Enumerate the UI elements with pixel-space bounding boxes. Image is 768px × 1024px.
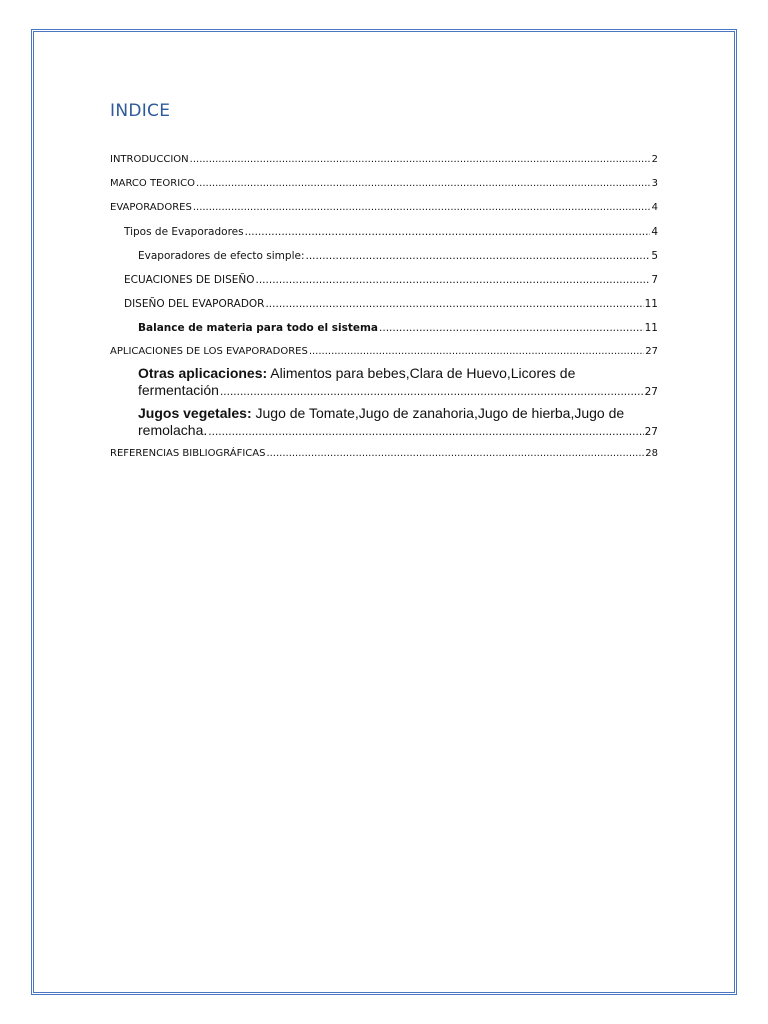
toc-entry-label: EVAPORADORES — [110, 202, 192, 213]
toc-entry-tipos-de-evaporadores[interactable] — [124, 226, 658, 238]
toc-entry-label-line2: fermentación — [138, 382, 219, 398]
toc-entry-page: 2 — [651, 154, 658, 165]
dot-leader — [245, 226, 651, 238]
toc-entry-marco-teorico[interactable] — [110, 178, 658, 189]
toc-entry-label-bold: Jugos vegetales: — [138, 405, 252, 421]
toc-entry-jugos-vegetales[interactable] — [138, 405, 658, 441]
toc-entry-aplicaciones[interactable] — [110, 346, 658, 357]
toc-entry-label: APLICACIONES DE LOS EVAPORADORES — [110, 346, 308, 357]
toc-entry-page: 11 — [644, 322, 658, 334]
toc-entry-page: 4 — [651, 226, 658, 238]
toc-entry-label-rest: Jugo de Tomate,Jugo de zanahoria,Jugo de hierba,Jugo de — [251, 405, 625, 421]
toc-entry-label-rest: Alimentos para bebes,Clara de Huevo,Licores de — [267, 365, 576, 381]
toc-entry-ecuaciones-de-diseno[interactable] — [124, 274, 658, 286]
toc-entry-referencias[interactable] — [110, 448, 658, 459]
toc-entry-page: 3 — [651, 178, 658, 189]
toc-entry-label: Evaporadores de efecto simple: — [138, 250, 305, 262]
toc-entry-label: Balance de materia para todo el sistema — [138, 322, 379, 334]
toc-entry-page: 27 — [644, 426, 658, 438]
toc-entry-page: 28 — [645, 448, 658, 459]
dot-leader — [256, 274, 651, 286]
index-title: INDICE — [110, 101, 171, 121]
toc-entry-introduccion[interactable] — [110, 154, 658, 165]
toc-entry-label-bold: Otras aplicaciones: — [138, 365, 268, 381]
toc-entry-otras-aplicaciones[interactable] — [138, 365, 658, 401]
toc-entry-page: 5 — [651, 250, 658, 262]
toc-entry-evaporadores[interactable] — [110, 202, 658, 213]
toc-entry-page: 11 — [644, 298, 658, 310]
dot-leader — [379, 322, 644, 334]
dot-leader — [196, 178, 651, 189]
toc-entry-label: ECUACIONES DE DISEÑO — [124, 274, 255, 286]
toc-entry-label: REFERENCIAS BIBLIOGRÁFICAS — [110, 448, 266, 459]
toc-entry-efecto-simple[interactable] — [138, 250, 658, 262]
toc-entry-diseno-del-evaporador[interactable] — [124, 298, 658, 310]
toc-entry-label: MARCO TEORICO — [110, 178, 195, 189]
toc-entry-label-line2: remolacha. — [138, 422, 208, 438]
toc-entry-balance-de-materia[interactable] — [138, 322, 658, 334]
dot-leader — [266, 448, 644, 459]
toc-entry-page: 27 — [645, 346, 658, 357]
toc-entry-label: INTRODUCCION — [110, 154, 189, 165]
dot-leader — [193, 202, 651, 213]
toc-entry-page: 7 — [651, 274, 658, 286]
toc-entry-page: 27 — [644, 386, 658, 398]
dot-leader — [220, 384, 644, 401]
dot-leader — [190, 154, 651, 165]
dot-leader — [265, 298, 643, 310]
toc-entry-label: Tipos de Evaporadores — [124, 226, 244, 238]
toc-entry-page: 4 — [651, 202, 658, 213]
dot-leader — [309, 346, 644, 357]
toc-entry-label: DISEÑO DEL EVAPORADOR — [124, 298, 265, 310]
dot-leader — [306, 250, 651, 262]
dot-leader — [208, 424, 643, 441]
